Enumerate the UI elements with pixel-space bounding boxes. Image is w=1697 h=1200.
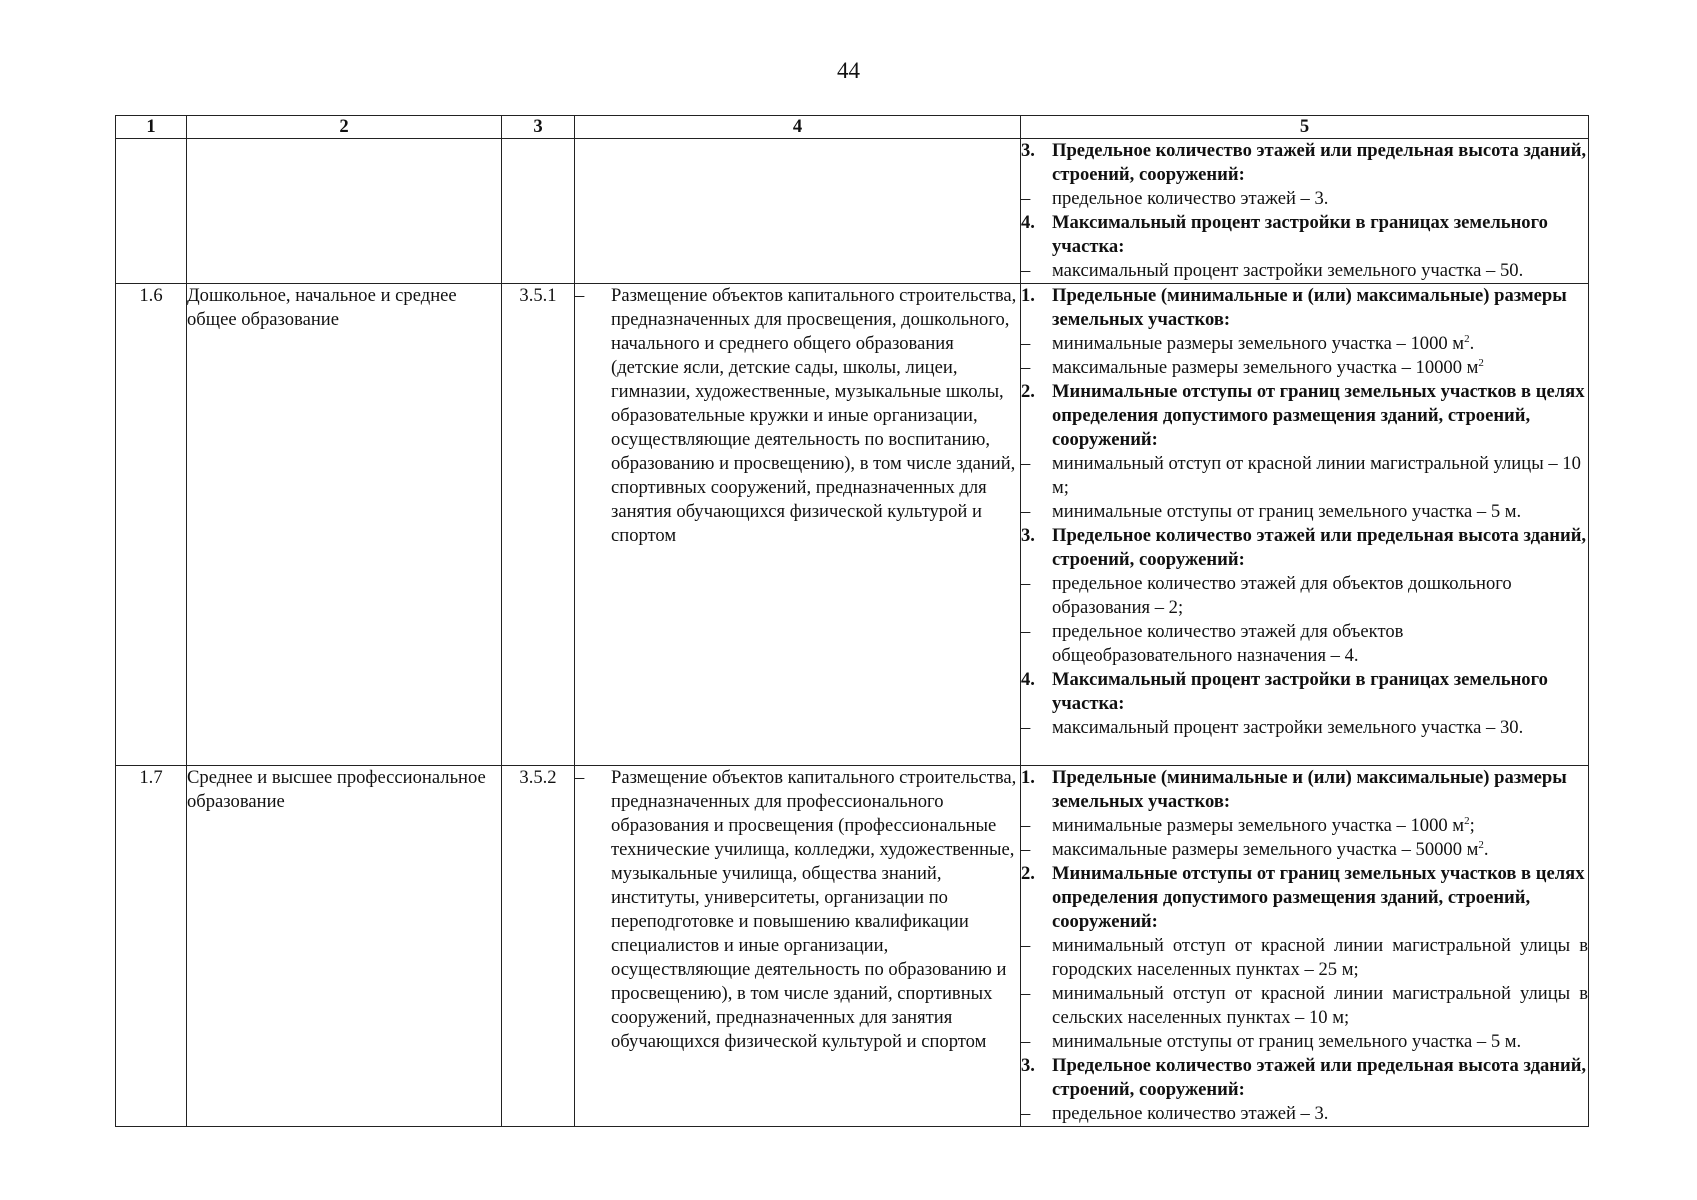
param-heading: 3. Предельное количество этажей или предельная высота зданий, строений, сооружений: (1021, 525, 1587, 570)
param-heading: 3. Предельное количество этажей или предельная высота зданий, строений, сооружений: (1021, 140, 1587, 185)
header-row (116, 116, 1589, 139)
cell-name: Дошкольное, начальное и среднее общее образование (187, 284, 502, 766)
param-heading: 3. Предельное количество этажей или предельная высота зданий, строений, сооружений: (1021, 1055, 1587, 1100)
param-item: – предельное количество этажей для объектов общеобразовательного назначения – 4. (1021, 621, 1404, 666)
param-item: – максимальные размеры земельного участка – 50000 $м^2$. (1021, 839, 1489, 860)
param-heading: 2. Минимальные отступы от границ земельных участков в целях определения допустимого размещения зданий, строений, сооружений: (1021, 381, 1585, 450)
cell-params (1021, 284, 1589, 766)
table-row-continuation (116, 139, 1589, 284)
param-item: – максимальный процент застройки земельного участка – 50. (1021, 260, 1524, 281)
header-col-3: 3 (502, 116, 575, 139)
cell-code: 3.5.1 (502, 284, 575, 766)
regulations-table (115, 115, 1589, 1127)
bullet-dash: – (575, 767, 585, 788)
cell-params (1021, 766, 1589, 1127)
param-heading: 2. Минимальные отступы от границ земельных участков в целях определения допустимого размещения зданий, строений, сооружений: (1021, 863, 1585, 932)
header-col-5: 5 (1021, 116, 1589, 139)
param-item: – предельное количество этажей – 3. (1021, 188, 1329, 209)
param-item: – максимальный процент застройки земельного участка – 30. (1021, 717, 1524, 738)
header-col-1: 1 (116, 116, 187, 139)
description-text: Размещение объектов капитального строительства, предназначенных для профессионального образования и просвещения (профессиональные технические училища, колледжи, художественные, музыкальные училища, общества знаний, институты, университеты, организации по переподготовке и повышению квалификации специалистов и иные организации, осуществляющие деятельность по образованию и просвещению), в том числе зданий, спортивных сооружений, предназначенных для занятия обучающихся физической культурой и спортом (611, 767, 1017, 1052)
cell-code: 3.5.2 (502, 766, 575, 1127)
page-number: 44 (837, 58, 860, 83)
bullet-dash: – (575, 285, 585, 306)
cell-name (187, 139, 502, 284)
param-item: – минимальные размеры земельного участка – 1000 $м^2$. (1021, 333, 1475, 354)
param-heading: 1. Предельные (минимальные и (или) максимальные) размеры земельных участков: (1021, 767, 1567, 812)
param-item: – предельное количество этажей для объектов дошкольного образования – 2; (1021, 573, 1512, 618)
param-item: – предельное количество этажей – 3. (1021, 1103, 1329, 1124)
cell-params (1021, 139, 1589, 284)
cell-description (575, 139, 1021, 284)
description-text: Размещение объектов капитального строительства, предназначенных для просвещения, дошкольного, начального и среднего общего образования (детские ясли, детские сады, школы, лицеи, гимназии, художественные, музыкальные школы, образовательные кружки и иные организации, осуществляющие деятельность по воспитанию, образованию и просвещению), в том числе зданий, спортивных сооружений, предназначенных для занятия обучающихся физической культурой и спортом (611, 285, 1017, 546)
param-item: – минимальный отступ от красной линии магистральной улицы в городских населенных пунктах – 25 м; (1021, 935, 1588, 980)
param-item: – минимальный отступ от красной линии магистральной улицы – 10 м; (1021, 453, 1581, 498)
param-item: – минимальные отступы от границ земельного участка – 5 м. (1021, 1031, 1522, 1052)
param-heading: 4. Максимальный процент застройки в границах земельного участка: (1021, 212, 1548, 257)
param-heading: 4. Максимальный процент застройки в границах земельного участка: (1021, 669, 1548, 714)
header-col-2: 2 (187, 116, 502, 139)
header-col-4: 4 (575, 116, 1021, 139)
param-item: – минимальный отступ от красной линии магистральной улицы в сельских населенных пунктах – 10 м; (1021, 983, 1588, 1028)
cell-description (575, 766, 1021, 1127)
param-item: – минимальные размеры земельного участка – 1000 $м^2$; (1021, 815, 1475, 836)
table-row-1-7 (116, 766, 1589, 1127)
table-row-1-6 (116, 284, 1589, 766)
cell-name: Среднее и высшее профессиональное образование (187, 766, 502, 1127)
cell-code (502, 139, 575, 284)
cell-num (116, 139, 187, 284)
param-item: – минимальные отступы от границ земельного участка – 5 м. (1021, 501, 1522, 522)
cell-description (575, 284, 1021, 766)
cell-num: 1.7 (116, 766, 187, 1127)
cell-num: 1.6 (116, 284, 187, 766)
param-item: – максимальные размеры земельного участка – 10000 $м^2$ (1021, 357, 1484, 378)
param-heading: 1. Предельные (минимальные и (или) максимальные) размеры земельных участков: (1021, 285, 1567, 330)
